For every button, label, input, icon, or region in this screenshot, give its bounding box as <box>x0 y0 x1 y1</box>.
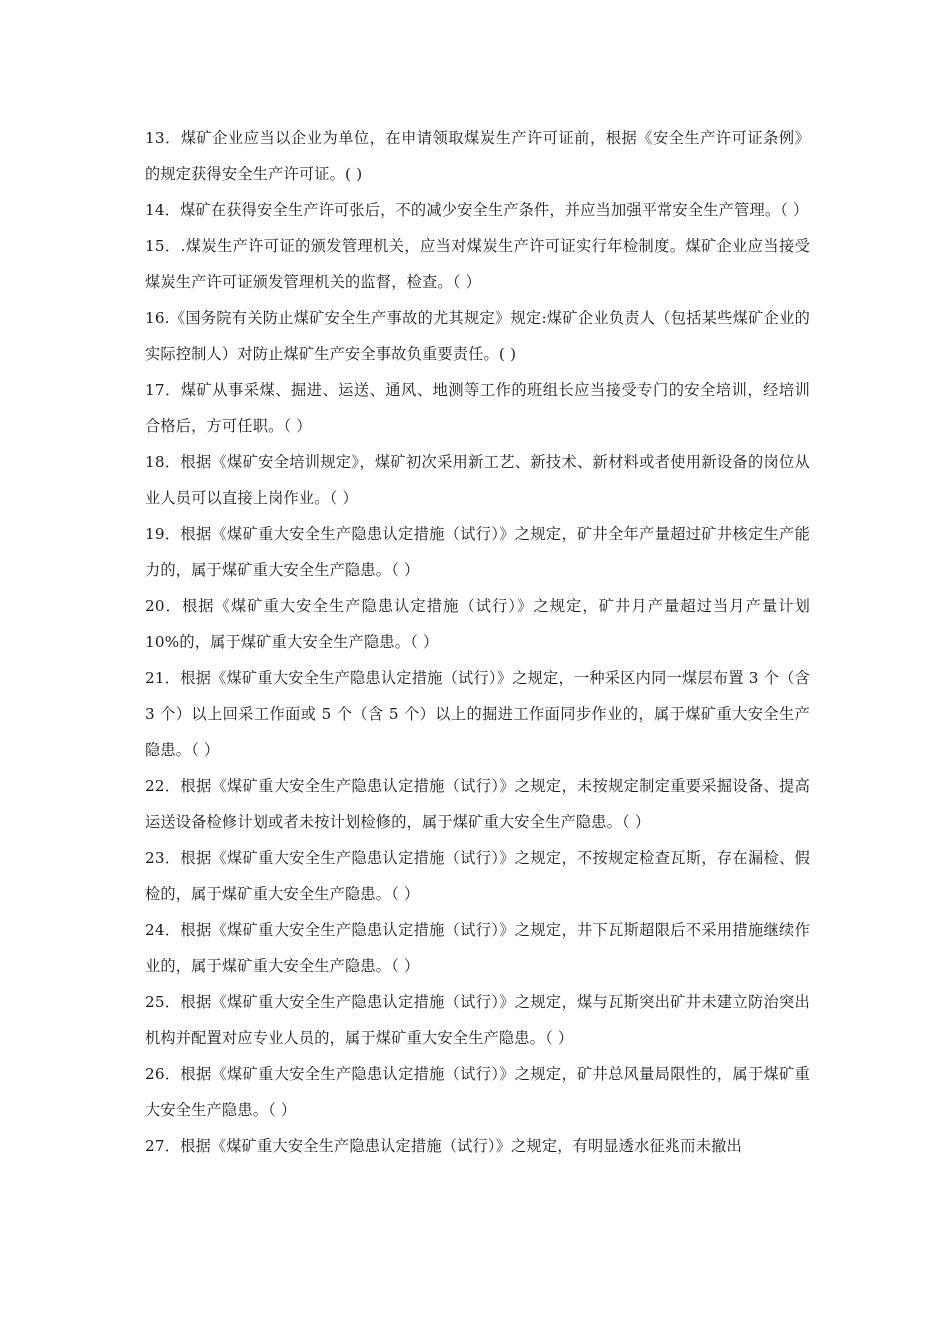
question-16: 16.《国务院有关防止煤矿安全生产事故的尤其规定》规定:煤矿企业负责人（包括某些煤矿企业的实际控制人）对防止煤矿生产安全事故负重要责任。( ) <box>145 309 810 363</box>
question-24: 24．根据《煤矿重大安全生产隐患认定措施（试行）》之规定，井下瓦斯超限后不采用措施继续作业的，属于煤矿重大安全生产隐患。（ ） <box>145 921 810 975</box>
question-17: 17．煤矿从事采煤、掘进、运送、通风、地测等工作的班组长应当接受专门的安全培训，经培训合格后，方可任职。（ ） <box>145 381 810 435</box>
question-13: 13．煤矿企业应当以企业为单位，在申请领取煤炭生产许可证前，根据《安全生产许可证条例》的规定获得安全生产许可证。( ) <box>145 129 810 183</box>
question-20: 20．根据《煤矿重大安全生产隐患认定措施（试行）》之规定，矿井月产量超过当月产量计划 10%的，属于煤矿重大安全生产隐患。（ ） <box>145 597 810 651</box>
question-18: 18．根据《煤矿安全培训规定》，煤矿初次采用新工艺、新技术、新材料或者使用新设备的岗位从业人员可以直接上岗作业。（ ） <box>145 453 810 507</box>
question-list <box>145 120 810 1164</box>
question-25: 25．根据《煤矿重大安全生产隐患认定措施（试行）》之规定，煤与瓦斯突出矿井未建立防治突出机构并配置对应专业人员的，属于煤矿重大安全生产隐患。（ ） <box>145 993 810 1047</box>
question-19: 19．根据《煤矿重大安全生产隐患认定措施（试行）》之规定，矿井全年产量超过矿井核定生产能力的，属于煤矿重大安全生产隐患。（ ） <box>145 525 810 579</box>
question-15: 15．.煤炭生产许可证的颁发管理机关，应当对煤炭生产许可证实行年检制度。煤矿企业应当接受煤炭生产许可证颁发管理机关的监督，检查。（ ） <box>145 237 810 291</box>
question-22: 22．根据《煤矿重大安全生产隐患认定措施（试行）》之规定，未按规定制定重要采掘设备、提高运送设备检修计划或者未按计划检修的，属于煤矿重大安全生产隐患。（ ） <box>145 777 810 831</box>
question-27: 27．根据《煤矿重大安全生产隐患认定措施（试行）》之规定，有明显透水征兆而未撤出 <box>145 1137 742 1155</box>
question-26: 26．根据《煤矿重大安全生产隐患认定措施（试行）》之规定，矿井总风量局限性的，属于煤矿重大安全生产隐患。（ ） <box>145 1065 810 1119</box>
question-23: 23．根据《煤矿重大安全生产隐患认定措施（试行）》之规定，不按规定检查瓦斯，存在漏检、假检的，属于煤矿重大安全生产隐患。（ ） <box>145 849 810 903</box>
question-21: 21．根据《煤矿重大安全生产隐患认定措施（试行）》之规定，一种采区内同一煤层布置 3 个（含 3 个）以上回采工作面或 5 个（含 5 个）以上的掘进工作面同步作业的，属于煤矿重大安全生产隐患。（ ） <box>145 669 810 759</box>
question-14: 14．煤矿在获得安全生产许可张后，不的减少安全生产条件，并应当加强平常安全生产管理。（ ） <box>145 201 809 219</box>
